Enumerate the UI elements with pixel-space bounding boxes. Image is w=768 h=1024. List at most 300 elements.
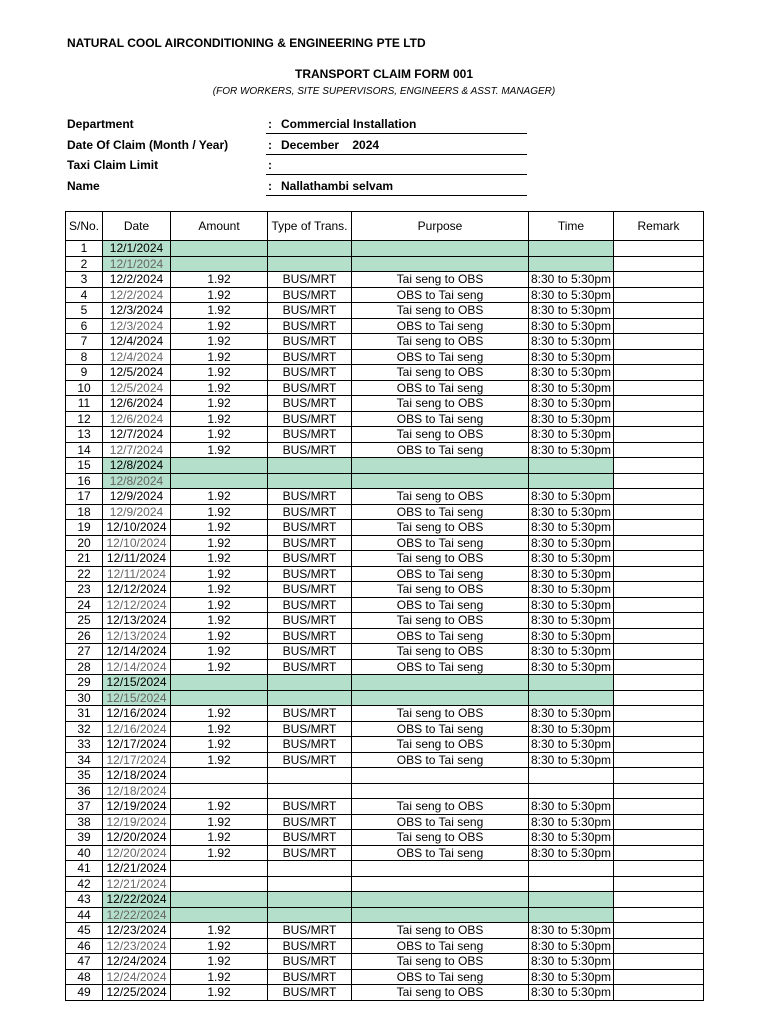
date-cell[interactable]: 12/8/2024 — [103, 473, 171, 489]
time-cell[interactable]: 8:30 to 5:30pm — [529, 799, 614, 815]
remark-cell[interactable] — [614, 566, 704, 582]
amount-cell[interactable] — [171, 473, 268, 489]
purpose-cell[interactable]: Tai seng to OBS — [352, 706, 529, 722]
type-cell[interactable] — [268, 241, 352, 257]
purpose-cell[interactable]: Tai seng to OBS — [352, 985, 529, 1001]
remark-cell[interactable] — [614, 442, 704, 458]
amount-cell[interactable]: 1.92 — [171, 365, 268, 381]
purpose-cell[interactable]: Tai seng to OBS — [352, 365, 529, 381]
purpose-cell[interactable]: OBS to Tai seng — [352, 504, 529, 520]
purpose-cell[interactable] — [352, 768, 529, 784]
purpose-cell[interactable] — [352, 675, 529, 691]
purpose-cell[interactable]: Tai seng to OBS — [352, 923, 529, 939]
remark-cell[interactable] — [614, 535, 704, 551]
sno-cell[interactable]: 45 — [66, 923, 103, 939]
remark-cell[interactable] — [614, 737, 704, 753]
time-cell[interactable]: 8:30 to 5:30pm — [529, 923, 614, 939]
purpose-cell[interactable]: OBS to Tai seng — [352, 318, 529, 334]
amount-cell[interactable]: 1.92 — [171, 613, 268, 629]
type-cell[interactable]: BUS/MRT — [268, 985, 352, 1001]
sno-cell[interactable]: 33 — [66, 737, 103, 753]
remark-cell[interactable] — [614, 954, 704, 970]
time-cell[interactable]: 8:30 to 5:30pm — [529, 442, 614, 458]
sno-cell[interactable]: 18 — [66, 504, 103, 520]
type-cell[interactable]: BUS/MRT — [268, 303, 352, 319]
sno-cell[interactable]: 13 — [66, 427, 103, 443]
date-cell[interactable]: 12/24/2024 — [103, 954, 171, 970]
type-cell[interactable] — [268, 892, 352, 908]
date-cell[interactable]: 12/9/2024 — [103, 489, 171, 505]
purpose-cell[interactable]: OBS to Tai seng — [352, 380, 529, 396]
time-cell[interactable]: 8:30 to 5:30pm — [529, 520, 614, 536]
time-cell[interactable] — [529, 907, 614, 923]
remark-cell[interactable] — [614, 783, 704, 799]
sno-cell[interactable]: 31 — [66, 706, 103, 722]
time-cell[interactable]: 8:30 to 5:30pm — [529, 396, 614, 412]
date-cell[interactable]: 12/5/2024 — [103, 380, 171, 396]
type-cell[interactable]: BUS/MRT — [268, 644, 352, 660]
remark-cell[interactable] — [614, 721, 704, 737]
amount-cell[interactable]: 1.92 — [171, 272, 268, 288]
purpose-cell[interactable] — [352, 473, 529, 489]
date-cell[interactable]: 12/15/2024 — [103, 690, 171, 706]
remark-cell[interactable] — [614, 845, 704, 861]
type-cell[interactable]: BUS/MRT — [268, 442, 352, 458]
purpose-cell[interactable]: Tai seng to OBS — [352, 954, 529, 970]
sno-cell[interactable]: 28 — [66, 659, 103, 675]
type-cell[interactable]: BUS/MRT — [268, 349, 352, 365]
purpose-cell[interactable]: OBS to Tai seng — [352, 628, 529, 644]
remark-cell[interactable] — [614, 365, 704, 381]
remark-cell[interactable] — [614, 861, 704, 877]
remark-cell[interactable] — [614, 582, 704, 598]
amount-cell[interactable]: 1.92 — [171, 535, 268, 551]
sno-cell[interactable]: 19 — [66, 520, 103, 536]
remark-cell[interactable] — [614, 520, 704, 536]
date-cell[interactable]: 12/23/2024 — [103, 923, 171, 939]
time-cell[interactable]: 8:30 to 5:30pm — [529, 938, 614, 954]
date-cell[interactable]: 12/3/2024 — [103, 318, 171, 334]
time-cell[interactable]: 8:30 to 5:30pm — [529, 845, 614, 861]
type-cell[interactable]: BUS/MRT — [268, 721, 352, 737]
sno-cell[interactable]: 23 — [66, 582, 103, 598]
sno-cell[interactable]: 43 — [66, 892, 103, 908]
remark-cell[interactable] — [614, 396, 704, 412]
remark-cell[interactable] — [614, 303, 704, 319]
purpose-cell[interactable]: Tai seng to OBS — [352, 427, 529, 443]
date-cell[interactable]: 12/12/2024 — [103, 597, 171, 613]
amount-cell[interactable]: 1.92 — [171, 938, 268, 954]
time-cell[interactable] — [529, 892, 614, 908]
date-cell[interactable]: 12/10/2024 — [103, 535, 171, 551]
type-cell[interactable] — [268, 783, 352, 799]
sno-cell[interactable]: 15 — [66, 458, 103, 474]
sno-cell[interactable]: 22 — [66, 566, 103, 582]
sno-cell[interactable]: 32 — [66, 721, 103, 737]
date-cell[interactable]: 12/16/2024 — [103, 721, 171, 737]
sno-cell[interactable]: 44 — [66, 907, 103, 923]
purpose-cell[interactable]: OBS to Tai seng — [352, 535, 529, 551]
amount-cell[interactable]: 1.92 — [171, 551, 268, 567]
type-cell[interactable]: BUS/MRT — [268, 659, 352, 675]
time-cell[interactable] — [529, 675, 614, 691]
remark-cell[interactable] — [614, 334, 704, 350]
type-cell[interactable]: BUS/MRT — [268, 737, 352, 753]
time-cell[interactable]: 8:30 to 5:30pm — [529, 504, 614, 520]
date-cell[interactable]: 12/14/2024 — [103, 644, 171, 660]
date-cell[interactable]: 12/21/2024 — [103, 876, 171, 892]
date-cell[interactable]: 12/11/2024 — [103, 551, 171, 567]
sno-cell[interactable]: 24 — [66, 597, 103, 613]
sno-cell[interactable]: 9 — [66, 365, 103, 381]
sno-cell[interactable]: 34 — [66, 752, 103, 768]
type-cell[interactable]: BUS/MRT — [268, 489, 352, 505]
remark-cell[interactable] — [614, 380, 704, 396]
purpose-cell[interactable] — [352, 690, 529, 706]
date-cell[interactable]: 12/19/2024 — [103, 799, 171, 815]
amount-cell[interactable]: 1.92 — [171, 287, 268, 303]
purpose-cell[interactable]: OBS to Tai seng — [352, 287, 529, 303]
time-cell[interactable] — [529, 783, 614, 799]
time-cell[interactable]: 8:30 to 5:30pm — [529, 566, 614, 582]
amount-cell[interactable]: 1.92 — [171, 380, 268, 396]
sno-cell[interactable]: 39 — [66, 830, 103, 846]
type-cell[interactable] — [268, 907, 352, 923]
date-cell[interactable]: 12/4/2024 — [103, 334, 171, 350]
remark-cell[interactable] — [614, 659, 704, 675]
date-cell[interactable]: 12/13/2024 — [103, 628, 171, 644]
date-cell[interactable]: 12/1/2024 — [103, 241, 171, 257]
purpose-cell[interactable]: Tai seng to OBS — [352, 830, 529, 846]
date-cell[interactable]: 12/18/2024 — [103, 768, 171, 784]
sno-cell[interactable]: 29 — [66, 675, 103, 691]
remark-cell[interactable] — [614, 597, 704, 613]
type-cell[interactable]: BUS/MRT — [268, 752, 352, 768]
amount-cell[interactable]: 1.92 — [171, 489, 268, 505]
purpose-cell[interactable]: Tai seng to OBS — [352, 737, 529, 753]
date-cell[interactable]: 12/17/2024 — [103, 752, 171, 768]
amount-cell[interactable]: 1.92 — [171, 752, 268, 768]
purpose-cell[interactable]: Tai seng to OBS — [352, 582, 529, 598]
type-cell[interactable] — [268, 768, 352, 784]
amount-cell[interactable]: 1.92 — [171, 814, 268, 830]
time-cell[interactable]: 8:30 to 5:30pm — [529, 303, 614, 319]
remark-cell[interactable] — [614, 287, 704, 303]
sno-cell[interactable]: 46 — [66, 938, 103, 954]
date-cell[interactable]: 12/17/2024 — [103, 737, 171, 753]
remark-cell[interactable] — [614, 644, 704, 660]
purpose-cell[interactable]: OBS to Tai seng — [352, 969, 529, 985]
type-cell[interactable]: BUS/MRT — [268, 969, 352, 985]
amount-cell[interactable]: 1.92 — [171, 411, 268, 427]
remark-cell[interactable] — [614, 628, 704, 644]
type-cell[interactable] — [268, 861, 352, 877]
type-cell[interactable]: BUS/MRT — [268, 427, 352, 443]
type-cell[interactable] — [268, 256, 352, 272]
date-cell[interactable]: 12/4/2024 — [103, 349, 171, 365]
remark-cell[interactable] — [614, 489, 704, 505]
remark-cell[interactable] — [614, 241, 704, 257]
time-cell[interactable]: 8:30 to 5:30pm — [529, 830, 614, 846]
type-cell[interactable]: BUS/MRT — [268, 396, 352, 412]
amount-cell[interactable] — [171, 768, 268, 784]
date-cell[interactable]: 12/9/2024 — [103, 504, 171, 520]
purpose-cell[interactable] — [352, 458, 529, 474]
department-field[interactable] — [266, 114, 527, 134]
time-cell[interactable]: 8:30 to 5:30pm — [529, 365, 614, 381]
amount-cell[interactable]: 1.92 — [171, 721, 268, 737]
purpose-cell[interactable]: OBS to Tai seng — [352, 938, 529, 954]
purpose-cell[interactable]: Tai seng to OBS — [352, 303, 529, 319]
amount-cell[interactable] — [171, 783, 268, 799]
type-cell[interactable]: BUS/MRT — [268, 334, 352, 350]
amount-cell[interactable] — [171, 690, 268, 706]
sno-cell[interactable]: 6 — [66, 318, 103, 334]
purpose-cell[interactable]: Tai seng to OBS — [352, 272, 529, 288]
sno-cell[interactable]: 1 — [66, 241, 103, 257]
sno-cell[interactable]: 21 — [66, 551, 103, 567]
date-cell[interactable]: 12/15/2024 — [103, 675, 171, 691]
purpose-cell[interactable] — [352, 892, 529, 908]
purpose-cell[interactable]: OBS to Tai seng — [352, 349, 529, 365]
remark-cell[interactable] — [614, 830, 704, 846]
amount-cell[interactable]: 1.92 — [171, 969, 268, 985]
type-cell[interactable]: BUS/MRT — [268, 938, 352, 954]
remark-cell[interactable] — [614, 411, 704, 427]
sno-cell[interactable]: 17 — [66, 489, 103, 505]
time-cell[interactable] — [529, 256, 614, 272]
time-cell[interactable]: 8:30 to 5:30pm — [529, 659, 614, 675]
remark-cell[interactable] — [614, 752, 704, 768]
time-cell[interactable]: 8:30 to 5:30pm — [529, 551, 614, 567]
amount-cell[interactable]: 1.92 — [171, 520, 268, 536]
name-field[interactable] — [266, 176, 527, 196]
time-cell[interactable]: 8:30 to 5:30pm — [529, 706, 614, 722]
type-cell[interactable]: BUS/MRT — [268, 814, 352, 830]
time-cell[interactable] — [529, 473, 614, 489]
time-cell[interactable] — [529, 876, 614, 892]
type-cell[interactable]: BUS/MRT — [268, 520, 352, 536]
date-cell[interactable]: 12/6/2024 — [103, 396, 171, 412]
date-cell[interactable]: 12/5/2024 — [103, 365, 171, 381]
date-cell[interactable]: 12/13/2024 — [103, 613, 171, 629]
time-cell[interactable]: 8:30 to 5:30pm — [529, 721, 614, 737]
date-cell[interactable]: 12/22/2024 — [103, 892, 171, 908]
type-cell[interactable] — [268, 675, 352, 691]
date-cell[interactable]: 12/6/2024 — [103, 411, 171, 427]
sno-cell[interactable]: 16 — [66, 473, 103, 489]
amount-cell[interactable]: 1.92 — [171, 644, 268, 660]
taxi-limit-field[interactable] — [266, 155, 527, 175]
date-cell[interactable]: 12/8/2024 — [103, 458, 171, 474]
amount-cell[interactable]: 1.92 — [171, 628, 268, 644]
sno-cell[interactable]: 11 — [66, 396, 103, 412]
amount-cell[interactable]: 1.92 — [171, 597, 268, 613]
purpose-cell[interactable] — [352, 876, 529, 892]
type-cell[interactable]: BUS/MRT — [268, 706, 352, 722]
sno-cell[interactable]: 10 — [66, 380, 103, 396]
date-cell[interactable]: 12/24/2024 — [103, 969, 171, 985]
sno-cell[interactable]: 30 — [66, 690, 103, 706]
time-cell[interactable]: 8:30 to 5:30pm — [529, 582, 614, 598]
type-cell[interactable] — [268, 690, 352, 706]
amount-cell[interactable]: 1.92 — [171, 427, 268, 443]
purpose-cell[interactable]: Tai seng to OBS — [352, 613, 529, 629]
type-cell[interactable]: BUS/MRT — [268, 799, 352, 815]
type-cell[interactable]: BUS/MRT — [268, 504, 352, 520]
type-cell[interactable]: BUS/MRT — [268, 845, 352, 861]
date-cell[interactable]: 12/2/2024 — [103, 272, 171, 288]
time-cell[interactable]: 8:30 to 5:30pm — [529, 535, 614, 551]
remark-cell[interactable] — [614, 613, 704, 629]
sno-cell[interactable]: 2 — [66, 256, 103, 272]
time-cell[interactable] — [529, 241, 614, 257]
sno-cell[interactable]: 38 — [66, 814, 103, 830]
sno-cell[interactable]: 49 — [66, 985, 103, 1001]
remark-cell[interactable] — [614, 349, 704, 365]
date-cell[interactable]: 12/21/2024 — [103, 861, 171, 877]
purpose-cell[interactable] — [352, 256, 529, 272]
amount-cell[interactable]: 1.92 — [171, 334, 268, 350]
time-cell[interactable] — [529, 768, 614, 784]
remark-cell[interactable] — [614, 458, 704, 474]
sno-cell[interactable]: 36 — [66, 783, 103, 799]
remark-cell[interactable] — [614, 814, 704, 830]
sno-cell[interactable]: 12 — [66, 411, 103, 427]
time-cell[interactable]: 8:30 to 5:30pm — [529, 985, 614, 1001]
type-cell[interactable]: BUS/MRT — [268, 318, 352, 334]
remark-cell[interactable] — [614, 892, 704, 908]
amount-cell[interactable] — [171, 907, 268, 923]
amount-cell[interactable]: 1.92 — [171, 985, 268, 1001]
time-cell[interactable]: 8:30 to 5:30pm — [529, 752, 614, 768]
date-cell[interactable]: 12/19/2024 — [103, 814, 171, 830]
claim-date-field[interactable] — [266, 135, 527, 155]
time-cell[interactable]: 8:30 to 5:30pm — [529, 287, 614, 303]
remark-cell[interactable] — [614, 985, 704, 1001]
remark-cell[interactable] — [614, 799, 704, 815]
time-cell[interactable]: 8:30 to 5:30pm — [529, 737, 614, 753]
remark-cell[interactable] — [614, 876, 704, 892]
purpose-cell[interactable]: Tai seng to OBS — [352, 551, 529, 567]
amount-cell[interactable]: 1.92 — [171, 954, 268, 970]
type-cell[interactable]: BUS/MRT — [268, 365, 352, 381]
date-cell[interactable]: 12/1/2024 — [103, 256, 171, 272]
remark-cell[interactable] — [614, 504, 704, 520]
remark-cell[interactable] — [614, 551, 704, 567]
remark-cell[interactable] — [614, 473, 704, 489]
type-cell[interactable]: BUS/MRT — [268, 272, 352, 288]
purpose-cell[interactable]: OBS to Tai seng — [352, 721, 529, 737]
type-cell[interactable]: BUS/MRT — [268, 582, 352, 598]
amount-cell[interactable]: 1.92 — [171, 396, 268, 412]
amount-cell[interactable]: 1.92 — [171, 318, 268, 334]
remark-cell[interactable] — [614, 675, 704, 691]
date-cell[interactable]: 12/25/2024 — [103, 985, 171, 1001]
date-cell[interactable]: 12/2/2024 — [103, 287, 171, 303]
sno-cell[interactable]: 41 — [66, 861, 103, 877]
sno-cell[interactable]: 48 — [66, 969, 103, 985]
amount-cell[interactable] — [171, 892, 268, 908]
sno-cell[interactable]: 37 — [66, 799, 103, 815]
purpose-cell[interactable]: OBS to Tai seng — [352, 659, 529, 675]
type-cell[interactable]: BUS/MRT — [268, 287, 352, 303]
amount-cell[interactable]: 1.92 — [171, 582, 268, 598]
purpose-cell[interactable]: OBS to Tai seng — [352, 752, 529, 768]
sno-cell[interactable]: 14 — [66, 442, 103, 458]
time-cell[interactable]: 8:30 to 5:30pm — [529, 814, 614, 830]
date-cell[interactable]: 12/14/2024 — [103, 659, 171, 675]
time-cell[interactable]: 8:30 to 5:30pm — [529, 489, 614, 505]
purpose-cell[interactable]: OBS to Tai seng — [352, 597, 529, 613]
time-cell[interactable]: 8:30 to 5:30pm — [529, 613, 614, 629]
sno-cell[interactable]: 5 — [66, 303, 103, 319]
date-cell[interactable]: 12/7/2024 — [103, 442, 171, 458]
sno-cell[interactable]: 26 — [66, 628, 103, 644]
sno-cell[interactable]: 35 — [66, 768, 103, 784]
amount-cell[interactable]: 1.92 — [171, 799, 268, 815]
date-cell[interactable]: 12/22/2024 — [103, 907, 171, 923]
amount-cell[interactable]: 1.92 — [171, 442, 268, 458]
type-cell[interactable]: BUS/MRT — [268, 411, 352, 427]
type-cell[interactable] — [268, 473, 352, 489]
amount-cell[interactable]: 1.92 — [171, 845, 268, 861]
amount-cell[interactable]: 1.92 — [171, 923, 268, 939]
remark-cell[interactable] — [614, 969, 704, 985]
purpose-cell[interactable]: OBS to Tai seng — [352, 814, 529, 830]
time-cell[interactable]: 8:30 to 5:30pm — [529, 272, 614, 288]
remark-cell[interactable] — [614, 923, 704, 939]
type-cell[interactable] — [268, 876, 352, 892]
date-cell[interactable]: 12/10/2024 — [103, 520, 171, 536]
date-cell[interactable]: 12/3/2024 — [103, 303, 171, 319]
time-cell[interactable]: 8:30 to 5:30pm — [529, 969, 614, 985]
type-cell[interactable] — [268, 458, 352, 474]
remark-cell[interactable] — [614, 272, 704, 288]
type-cell[interactable]: BUS/MRT — [268, 566, 352, 582]
purpose-cell[interactable]: OBS to Tai seng — [352, 566, 529, 582]
time-cell[interactable]: 8:30 to 5:30pm — [529, 597, 614, 613]
remark-cell[interactable] — [614, 768, 704, 784]
type-cell[interactable]: BUS/MRT — [268, 551, 352, 567]
date-cell[interactable]: 12/20/2024 — [103, 845, 171, 861]
time-cell[interactable] — [529, 458, 614, 474]
remark-cell[interactable] — [614, 318, 704, 334]
amount-cell[interactable]: 1.92 — [171, 349, 268, 365]
time-cell[interactable] — [529, 861, 614, 877]
date-cell[interactable]: 12/16/2024 — [103, 706, 171, 722]
purpose-cell[interactable]: Tai seng to OBS — [352, 799, 529, 815]
amount-cell[interactable]: 1.92 — [171, 659, 268, 675]
time-cell[interactable] — [529, 690, 614, 706]
sno-cell[interactable]: 4 — [66, 287, 103, 303]
sno-cell[interactable]: 7 — [66, 334, 103, 350]
remark-cell[interactable] — [614, 706, 704, 722]
time-cell[interactable]: 8:30 to 5:30pm — [529, 334, 614, 350]
date-cell[interactable]: 12/20/2024 — [103, 830, 171, 846]
remark-cell[interactable] — [614, 690, 704, 706]
amount-cell[interactable] — [171, 256, 268, 272]
type-cell[interactable]: BUS/MRT — [268, 535, 352, 551]
amount-cell[interactable]: 1.92 — [171, 737, 268, 753]
type-cell[interactable]: BUS/MRT — [268, 830, 352, 846]
sno-cell[interactable]: 42 — [66, 876, 103, 892]
amount-cell[interactable] — [171, 675, 268, 691]
sno-cell[interactable]: 20 — [66, 535, 103, 551]
sno-cell[interactable]: 47 — [66, 954, 103, 970]
purpose-cell[interactable]: Tai seng to OBS — [352, 644, 529, 660]
type-cell[interactable]: BUS/MRT — [268, 380, 352, 396]
